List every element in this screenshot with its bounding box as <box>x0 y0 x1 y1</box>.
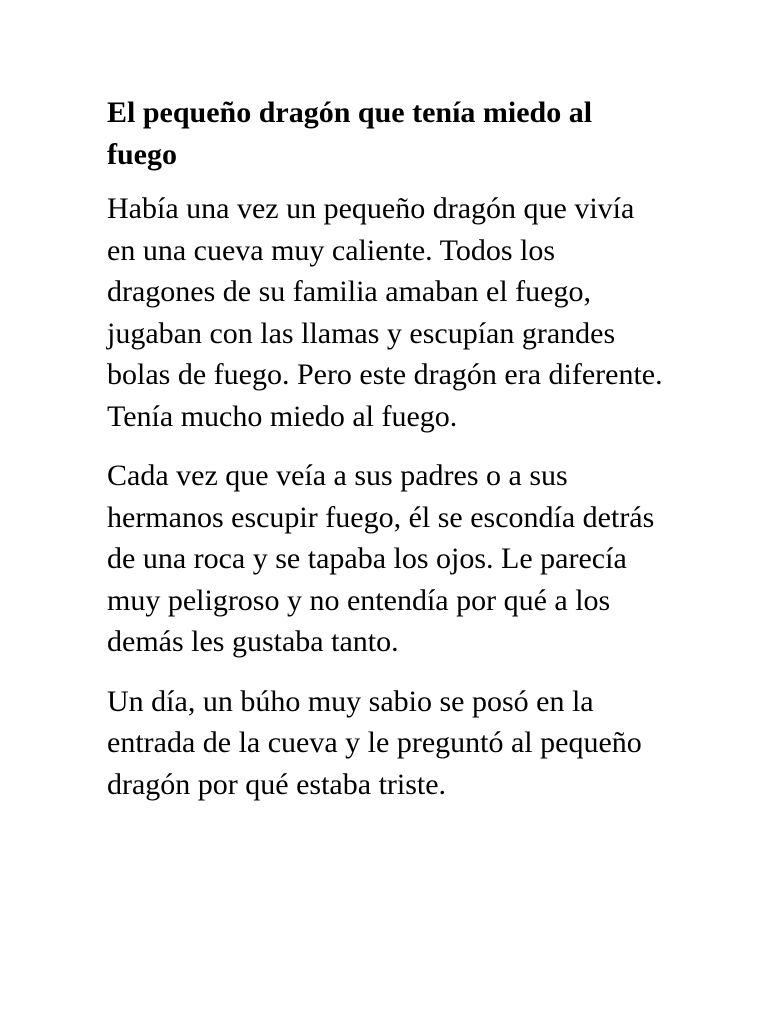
paragraph-1: Había una vez un pequeño dragón que vivía en una cueva muy caliente. Todos los dragones de su familia amaban el fuego, jugaban con las llamas y escupían grandes bolas de fuego. Pero este dragón era diferente. Tenía mucho miedo al fuego. <box>107 192 663 433</box>
paragraph-3: Un día, un búho muy sabio se posó en la entrada de la cueva y le preguntó al pequeño dragón por qué estaba triste. <box>107 684 642 801</box>
story-title: El pequeño dragón que tenía miedo al fuego <box>107 96 593 171</box>
paragraph-2: Cada vez que veía a sus padres o a sus hermanos escupir fuego, él se escondía detrás de una roca y se tapaba los ojos. Le parecía muy peligroso y no entendía por qué a los demás les gustaba tanto. <box>107 459 655 658</box>
